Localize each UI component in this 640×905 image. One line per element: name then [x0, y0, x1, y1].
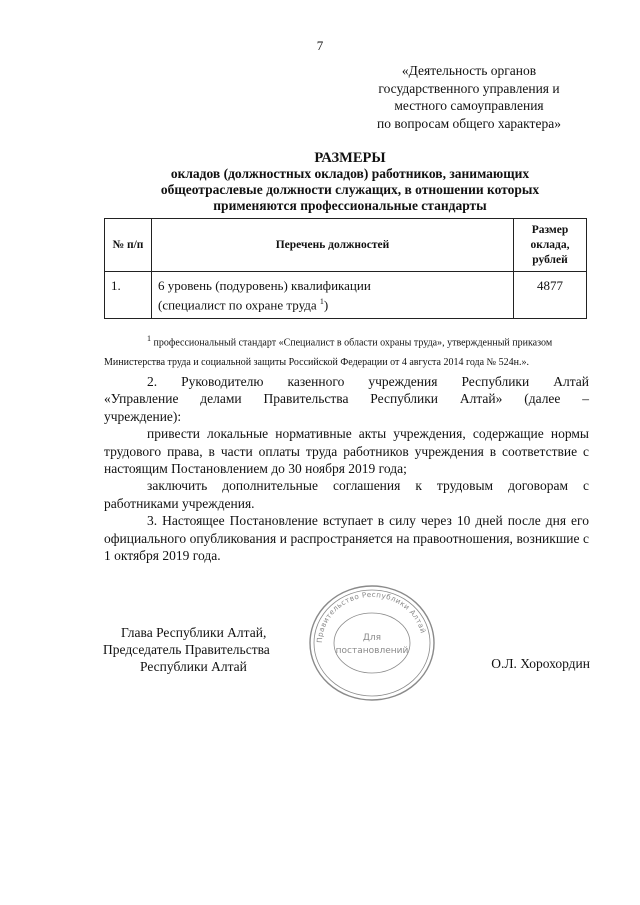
stamp-center-text: Для — [362, 633, 382, 643]
position-line: 6 уровень (подуровень) квалификации — [158, 278, 371, 293]
row-salary: 4877 — [514, 272, 587, 319]
footnote-line — [104, 329, 589, 353]
footnote-line: Министерства труда и социальной защиты Российской Федерации от 4 августа 2014 года № 524н.». — [104, 357, 529, 369]
salary-table — [104, 218, 587, 319]
signature-line: Республики Алтай — [140, 659, 247, 674]
title-line: РАЗМЕРЫ — [314, 150, 386, 166]
body-text — [104, 373, 589, 564]
stamp-center-text: постановлений — [335, 646, 409, 656]
table-header-row — [105, 219, 587, 272]
page-number: 7 — [316, 38, 324, 53]
table-row — [105, 272, 587, 319]
column-header-number: № п/п — [105, 219, 152, 272]
stamp-seal — [304, 583, 440, 703]
paragraph: «Управление делами Правительства Республики Алтай» (далее – — [104, 391, 589, 407]
column-header-salary: Размер оклада, рублей — [514, 219, 587, 272]
header-line: по вопросам общего характера» — [377, 115, 561, 131]
position-close: ) — [323, 297, 329, 313]
official-stamp — [304, 583, 440, 703]
paragraph: 2. Руководителю казенного учреждения Республики Алтай — [147, 374, 589, 389]
signature-line: Председатель Правительства — [103, 642, 270, 657]
footnote — [104, 329, 589, 373]
signatory-name: О.Л. Хорохордин — [491, 656, 590, 671]
footnote-ref: 1 — [319, 297, 324, 306]
header-line: государственного управления и — [378, 80, 560, 96]
title-line: применяются профессиональные стандарты — [213, 198, 487, 213]
column-header-positions: Перечень должностей — [152, 219, 514, 272]
footnote-marker: 1 — [147, 334, 151, 343]
title-line: окладов (должностных окладов) работников, занимающих — [170, 166, 530, 181]
row-position — [152, 272, 514, 319]
header-line: «Деятельность органов — [401, 63, 537, 78]
position-text: (специалист по охране труда — [158, 297, 320, 313]
document-header — [355, 62, 583, 132]
title-line: общеотраслевые должности служащих, в отношении которых — [160, 182, 540, 197]
paragraph: 3. Настоящее Постановление вступает в силу через 10 дней после дня его официального опубликования и распространяется на правоотношения, возникшие с 1 октября 2019 года. — [104, 513, 589, 564]
paragraph: учреждение): — [104, 408, 182, 424]
document-title — [105, 150, 595, 214]
paragraph: заключить дополнительные соглашения к трудовым договорам с работниками учреждения. — [104, 478, 589, 511]
paragraph: привести локальные нормативные акты учреждения, содержащие нормы трудового права, в части оплаты труда работников учреждения в соответствие с настоящим Постановлением до 30 ноября 2019 года; — [104, 426, 589, 477]
signature-line: Глава Республики Алтай, — [121, 625, 267, 640]
stamp-ring-text: Правительство Республики Алтай — [314, 589, 428, 644]
row-number: 1. — [105, 272, 152, 319]
signature-title — [103, 624, 303, 675]
position-line — [158, 294, 507, 313]
header-line: местного самоуправления — [394, 98, 544, 113]
footnote-text: профессиональный стандарт «Специалист в области охраны труда», утвержденный приказом — [151, 337, 553, 349]
